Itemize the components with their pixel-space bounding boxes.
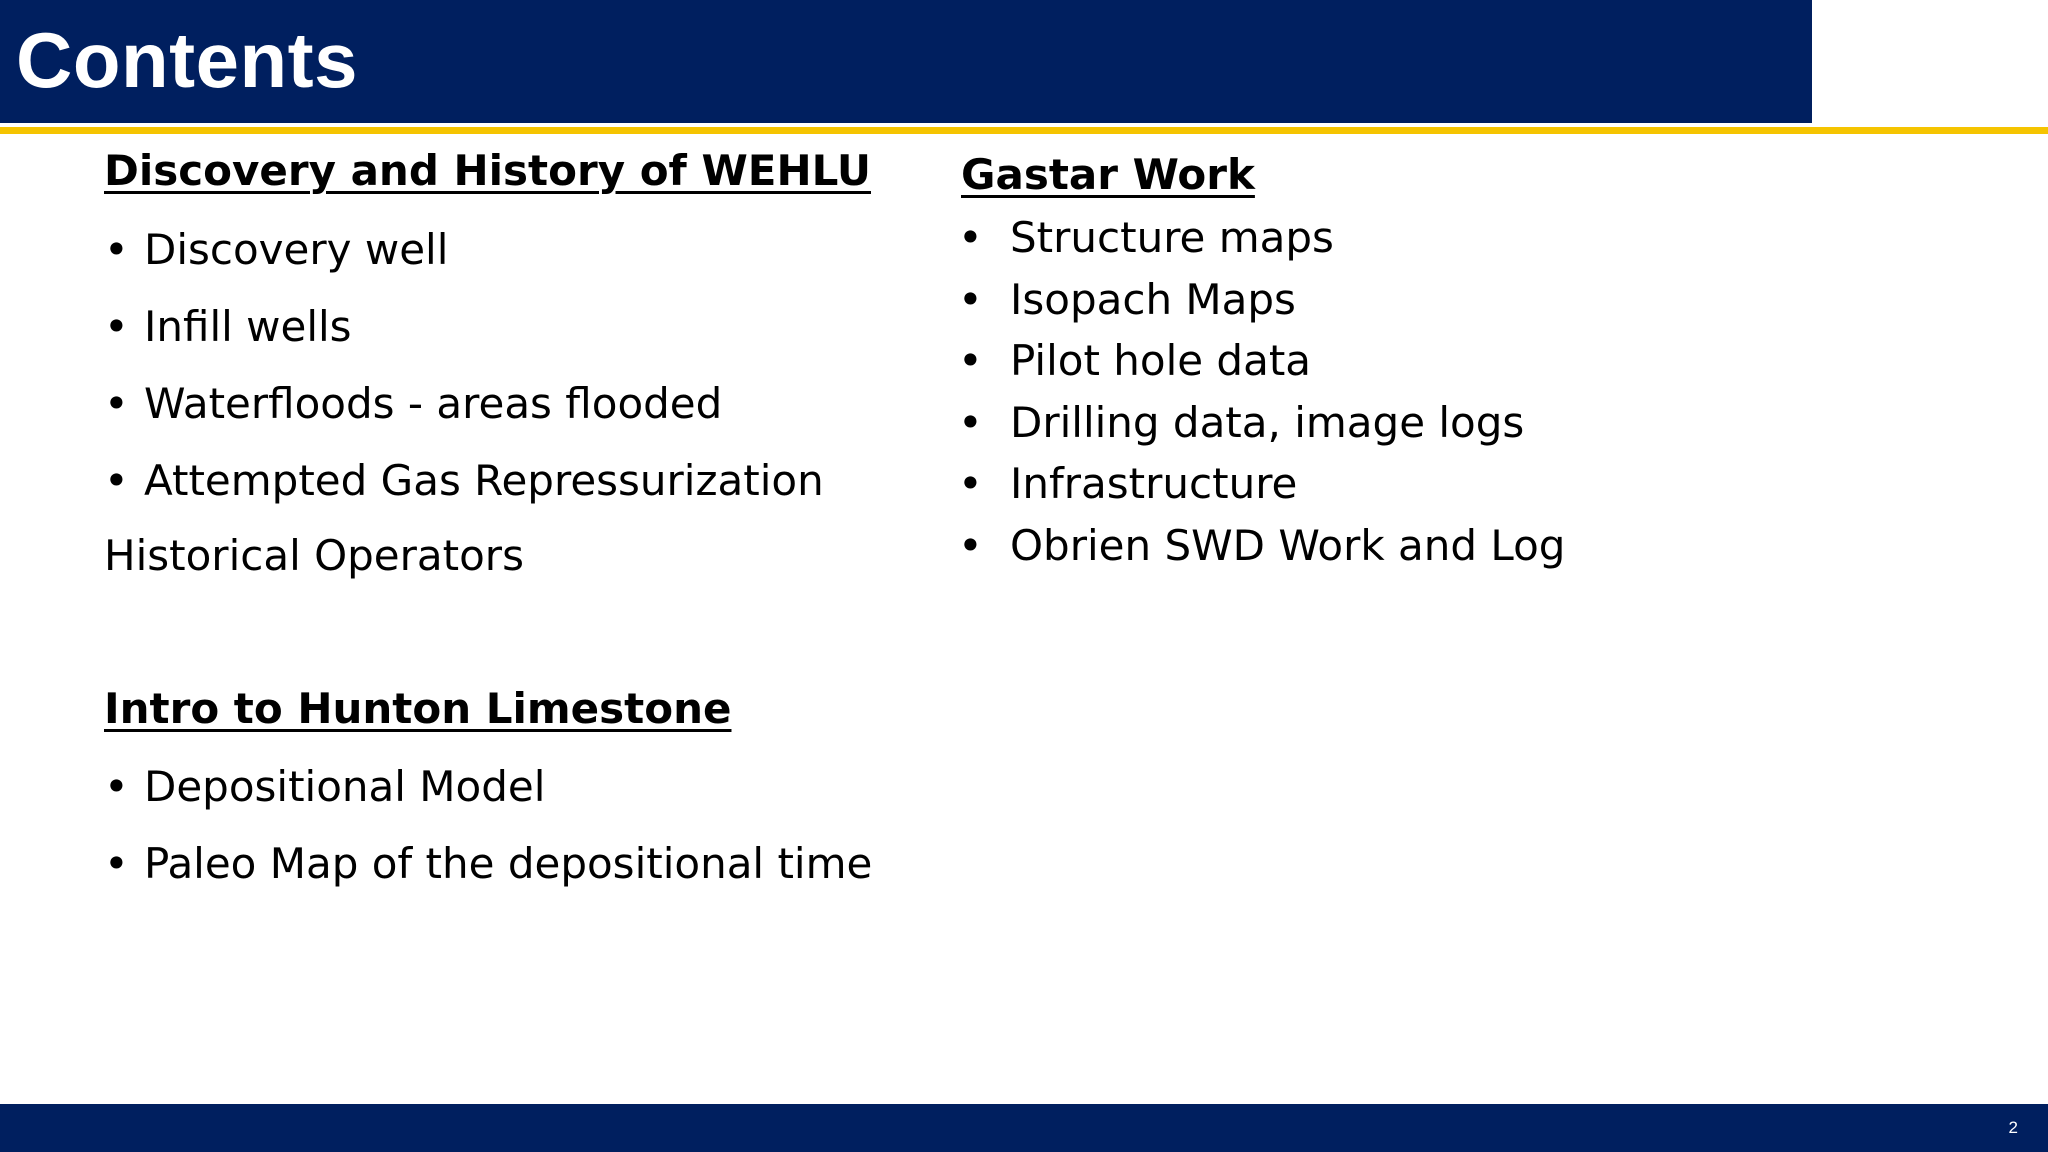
list-item — [104, 442, 824, 519]
hunton-bullet-list — [104, 748, 872, 902]
bullet-text: Attempted Gas Repressurization — [144, 456, 824, 505]
bullet-icon: • — [104, 762, 129, 811]
list-item — [958, 269, 1565, 331]
section-heading-discovery: Discovery and History of WEHLU — [104, 146, 871, 195]
list-item — [958, 392, 1565, 454]
list-item — [104, 211, 824, 288]
list-item — [958, 330, 1565, 392]
bullet-icon: • — [958, 520, 983, 570]
bullet-text: Isopach Maps — [1010, 274, 1296, 324]
bullet-text: Structure maps — [1010, 213, 1334, 262]
title-bar — [0, 0, 1812, 123]
list-item — [104, 748, 872, 825]
list-item — [104, 365, 824, 442]
bullet-icon: • — [104, 379, 129, 428]
list-item — [104, 825, 872, 902]
list-item — [104, 288, 824, 365]
bullet-icon: • — [958, 274, 983, 324]
bullet-text: Waterfloods - areas flooded — [144, 379, 723, 428]
gastar-bullet-list — [958, 207, 1565, 576]
historical-operators-text: Historical Operators — [104, 531, 524, 580]
bullet-icon: • — [958, 397, 983, 447]
bullet-text: Discovery well — [144, 225, 449, 274]
section-heading-gastar: Gastar Work — [961, 150, 1255, 199]
bullet-text: Drilling data, image logs — [1010, 397, 1525, 447]
discovery-bullet-list — [104, 211, 824, 519]
bullet-icon: • — [104, 456, 129, 505]
bullet-icon: • — [958, 336, 983, 385]
bullet-icon: • — [958, 213, 983, 262]
footer-bar — [0, 1104, 2048, 1152]
bullet-text: Depositional Model — [144, 762, 546, 811]
bullet-text: Infrastructure — [1010, 459, 1298, 508]
list-item — [958, 515, 1565, 577]
bullet-icon: • — [104, 839, 129, 888]
section-heading-hunton: Intro to Hunton Limestone — [104, 684, 732, 733]
bullet-icon: • — [958, 459, 983, 508]
bullet-icon: • — [104, 225, 129, 274]
bullet-icon: • — [104, 302, 129, 351]
slide-title: Contents — [16, 16, 358, 104]
page-number: 2 — [2008, 1118, 2018, 1137]
list-item — [958, 207, 1565, 269]
list-item — [958, 453, 1565, 515]
bullet-text: Infill wells — [144, 302, 352, 351]
gold-divider-line — [0, 127, 2048, 134]
bullet-text: Pilot hole data — [1010, 336, 1312, 385]
bullet-text: Obrien SWD Work and Log — [1010, 520, 1566, 570]
bullet-text: Paleo Map of the depositional time — [144, 839, 873, 888]
